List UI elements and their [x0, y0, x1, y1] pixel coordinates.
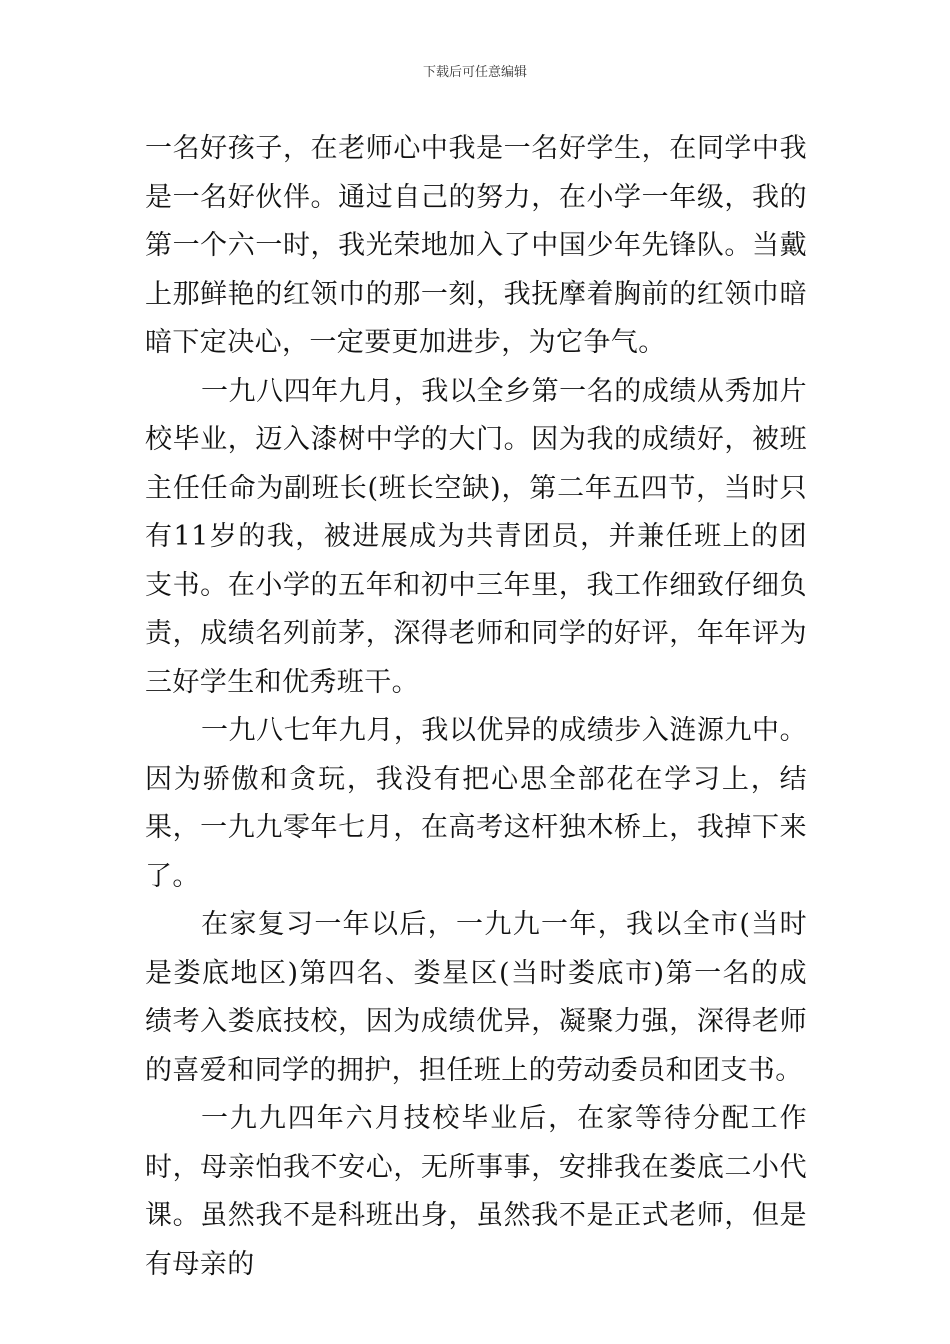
paragraph-3: 一九八七年九月，我以优异的成绩步入涟源九中。因为骄傲和贪玩，我没有把心思全部花在学习上，结果，一九九零年七月，在高考这杆独木桥上，我掉下来了。	[145, 715, 807, 892]
paragraph-2: 一九八四年九月，我以全乡第一名的成绩从秀加片校毕业，迈入漆树中学的大门。因为我的成绩好，被班主任任命为副班长(班长空缺)，第二年五四节，当时只有11岁的我，被进展成为共青团员，并兼任班上的团支书。在小学的五年和初中三年里，我工作细致仔细负责，成绩名列前茅，深得老师和同学的好评，年年评为三好学生和优秀班干。	[145, 375, 807, 698]
paragraph-4: 在家复习一年以后，一九九一年，我以全市(当时是娄底地区)第四名、娄星区(当时娄底市)第一名的成绩考入娄底技校，因为成绩优异，凝聚力强，深得老师的喜爱和同学的拥护，担任班上的劳动委员和团支书。	[145, 909, 807, 1086]
page-header: 下载后可任意编辑	[422, 65, 527, 80]
paragraph-1: 一名好孩子，在老师心中我是一名好学生，在同学中我是一名好伙伴。通过自己的努力，在小学一年级，我的第一个六一时，我光荣地加入了中国少年先锋队。当戴上那鲜艳的红领巾的那一刻，我抚摩着胸前的红领巾暗暗下定决心，一定要更加进步，为它争气。	[145, 133, 807, 358]
paragraph-5: 一九九四年六月技校毕业后，在家等待分配工作时，母亲怕我不安心，无所事事，安排我在娄底二小代课。虽然我不是科班出身，虽然我不是正式老师，但是有母亲的	[145, 1103, 807, 1280]
document-body	[145, 125, 807, 1289]
